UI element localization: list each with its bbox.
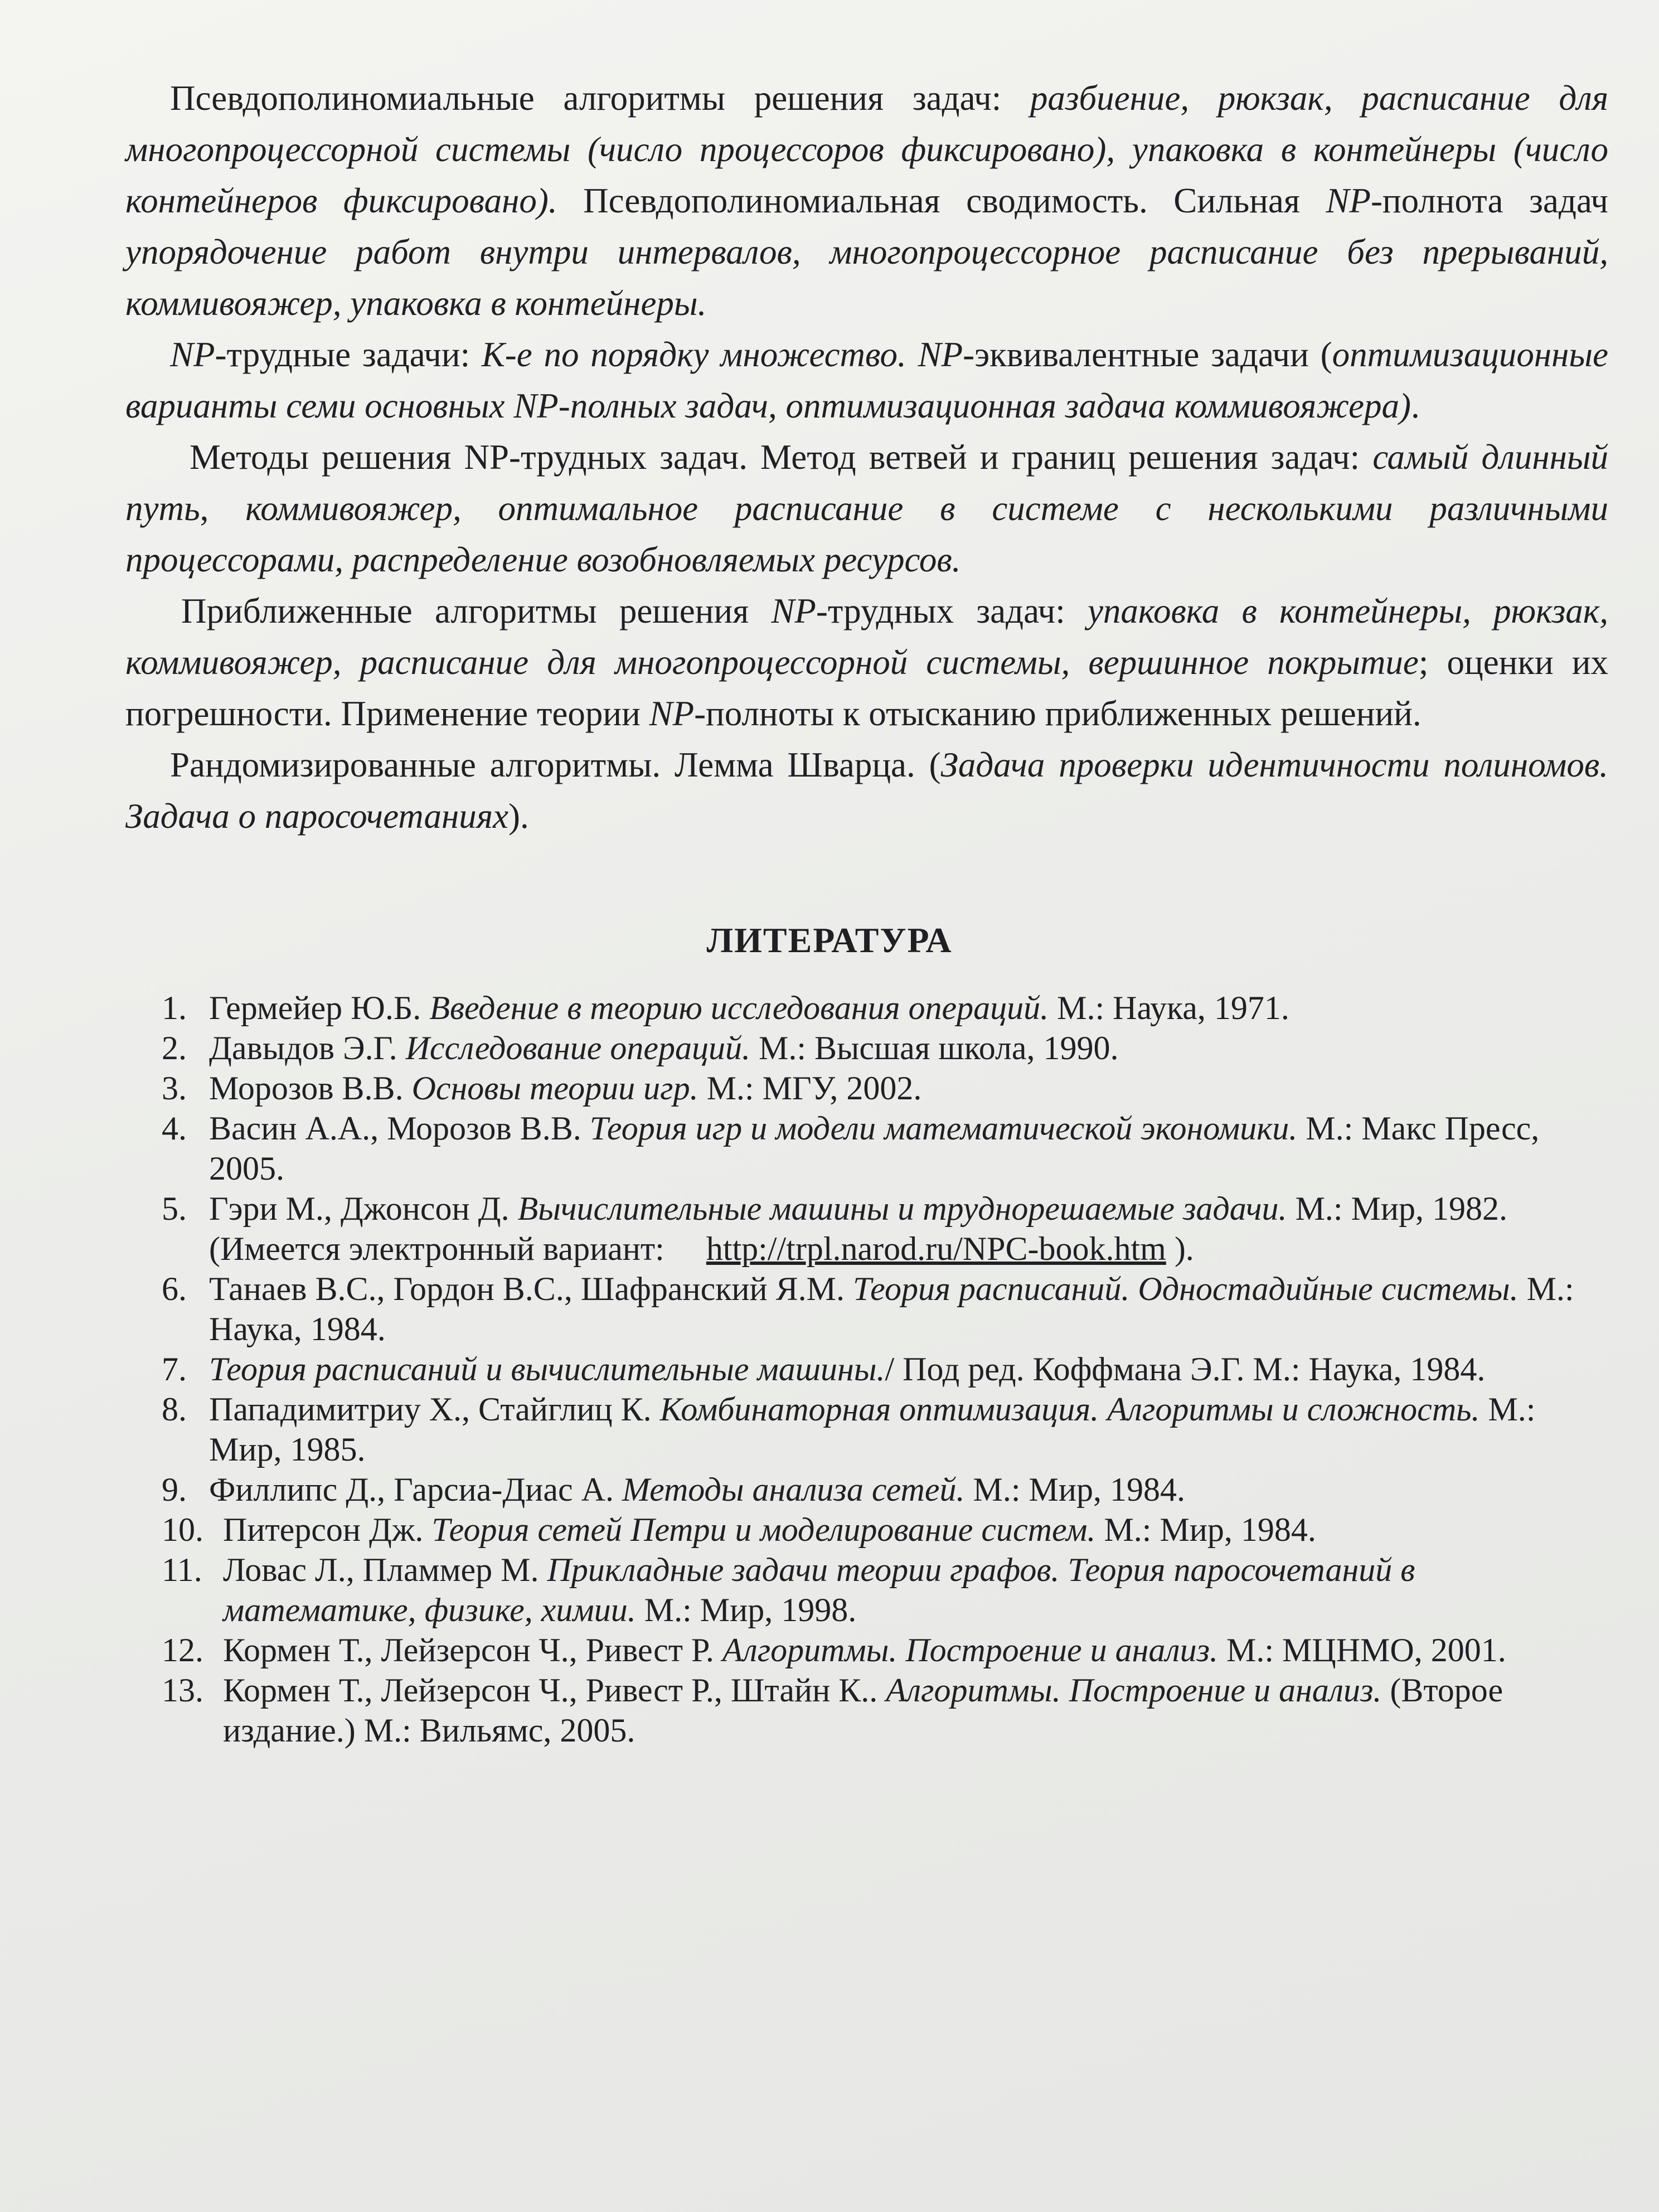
paragraph-randomized: Рандомизированные алгоритмы. Лемма Шварца. (Задача проверки идентичности полиномов. Задача о паросочетаниях).	[125, 745, 1608, 836]
paragraph-approximate: Приближенные алгоритмы решения NP-трудных задач: упаковка в контейнеры, рюкзак, коммивояжер, расписание для многопроцессорной системы, вершинное покрытие; оценки их погрешности. Применение теории NP-полноты к отысканию приближенных решений.	[125, 591, 1609, 733]
syllabus-text	[125, 72, 1608, 842]
npc-book-link[interactable]: http://trpl.narod.ru/NPC-book.htm	[706, 1230, 1166, 1267]
reference-item: 1. Гермейер Ю.Б. Введение в теорию исследования операций. М.: Наука, 1971.	[162, 989, 1289, 1026]
reference-item: 6. Танаев В.С., Гордон В.С., Шафранский Я.М. Теория расписаний. Одностадийные системы. М.: Наука, 1984.	[162, 1270, 1574, 1347]
reference-item: 8. Пападимитриу Х., Стайглиц К. Комбинаторная оптимизация. Алгоритмы и сложность. М.: Мир, 1985.	[162, 1391, 1536, 1468]
reference-item: 10. Питерсон Дж. Теория сетей Петри и моделирование систем. М.: Мир, 1984.	[162, 1511, 1316, 1548]
reference-item: 3. Морозов В.В. Основы теории игр. М.: МГУ, 2002.	[162, 1070, 922, 1107]
references-heading: ЛИТЕРАТУРА	[706, 920, 953, 960]
paragraph-pseudopolynomial: Псевдополиномиальные алгоритмы решения задач: разбиение, рюкзак, расписание для многопроцессорной системы (число процессоров фиксировано), упаковка в контейнеры (число контейнеров фиксировано). Псевдополиномиальная сводимость. Сильная NP-полнота задач упорядочение работ внутри интервалов, многопроцессорное расписание без прерываний, коммивояжер, упаковка в контейнеры.	[125, 79, 1608, 323]
reference-item: 9. Филлипс Д., Гарсиа-Диас А. Методы анализа сетей. М.: Мир, 1984.	[162, 1471, 1185, 1508]
reference-item: 2. Давыдов Э.Г. Исследование операций. М.: Высшая школа, 1990.	[162, 1030, 1119, 1066]
paragraph-solution-methods: Методы решения NP-трудных задач. Метод ветвей и границ решения задач: самый длинный путь, коммивояжер, оптимальное расписание в системе с несколькими различными процессорами, распределение возобновляемых ресурсов.	[125, 438, 1609, 579]
reference-item: 11. Ловас Л., Пламмер М. Прикладные задачи теории графов. Теория паросочетаний в математике, физике, химии. М.: Мир, 1998.	[162, 1551, 1415, 1628]
paragraph-np-hard: NP-трудные задачи: К-е по порядку множество. NP-эквивалентные задачи (оптимизационные варианты семи основных NP-полных задач, оптимизационная задача коммивояжера).	[125, 335, 1608, 425]
reference-item: 7. Теория расписаний и вычислительные машины./ Под ред. Коффмана Э.Г. М.: Наука, 1984.	[162, 1351, 1486, 1388]
references-list	[162, 988, 1611, 1750]
reference-item: 4. Васин А.А., Морозов В.В. Теория игр и модели математической экономики. М.: Макс Пресс, 2005.	[162, 1110, 1540, 1187]
reference-item: 5. Гэри М., Джонсон Д. Вычислительные машины и труднорешаемые задачи. М.: Мир, 1982. (Имеется электронный вариант: http://trpl.narod.ru/NPC-book.htm ).	[162, 1190, 1508, 1267]
reference-item: 13. Кормен Т., Лейзерсон Ч., Ривест Р., Штайн К.. Алгоритмы. Построение и анализ. (Второе издание.) М.: Вильямс, 2005.	[162, 1672, 1503, 1749]
reference-item: 12. Кормен Т., Лейзерсон Ч., Ривест Р. Алгоритмы. Построение и анализ. М.: МЦНМО, 2001.	[162, 1632, 1506, 1668]
